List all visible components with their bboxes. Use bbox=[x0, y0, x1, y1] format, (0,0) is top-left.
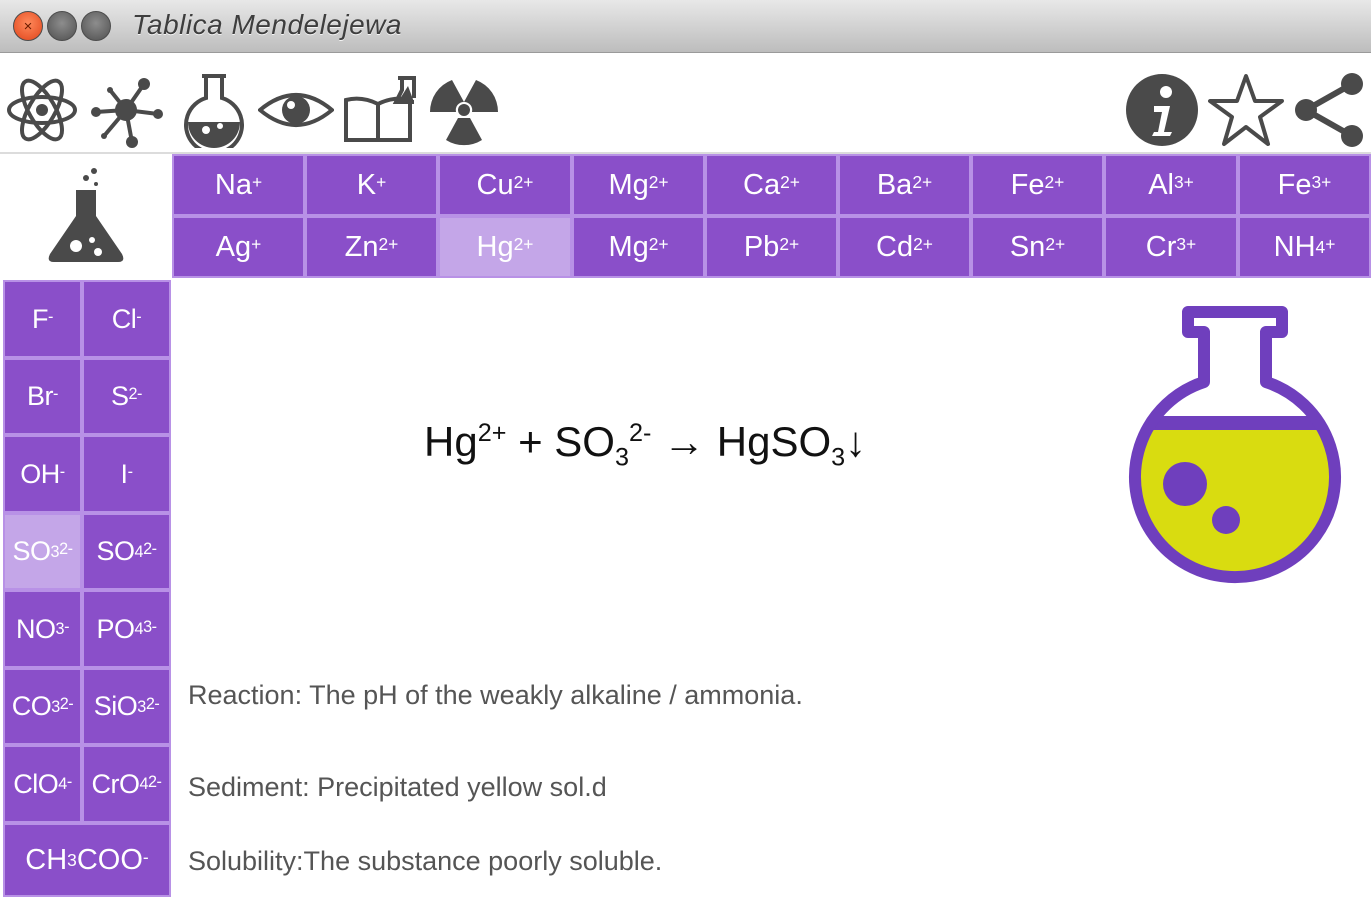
equation-cation-charge: 2+ bbox=[477, 419, 507, 447]
cation-button-14[interactable]: Pb $^{2+}$ bbox=[705, 216, 838, 278]
cation-button-11-symbol: Zn bbox=[344, 230, 379, 263]
anion-button-10-symbol: PO bbox=[96, 613, 135, 644]
equation-anion-subscript: 3 bbox=[614, 443, 629, 472]
anion-button-13-symbol: ClO bbox=[13, 768, 59, 799]
cation-button-11[interactable]: Zn $^{2+}$ bbox=[305, 216, 438, 278]
close-icon: × bbox=[23, 17, 33, 35]
anion-button-6[interactable]: I - bbox=[82, 435, 171, 513]
cation-button-13[interactable]: Mg $^{2+}$ bbox=[572, 216, 705, 278]
cation-button-3[interactable]: Cu $^{2+}$ bbox=[438, 154, 572, 216]
cation-button-2-symbol: K bbox=[356, 168, 377, 201]
cation-button-7-symbol: Fe bbox=[1010, 168, 1045, 201]
equation-anion: SO bbox=[554, 418, 615, 465]
cation-button-5[interactable]: Ca $^{2+}$ bbox=[705, 154, 838, 216]
cation-button-12-symbol: Hg bbox=[476, 230, 514, 263]
anion-button-5[interactable]: OH - bbox=[3, 435, 82, 513]
cation-button-17-symbol: Cr bbox=[1145, 230, 1177, 263]
cation-button-10-symbol: Ag bbox=[215, 230, 252, 263]
anion-button-2-symbol: Cl bbox=[111, 303, 137, 334]
cation-button-16[interactable]: Sn $^{2+}$ bbox=[971, 216, 1104, 278]
cation-button-6[interactable]: Ba $^{2+}$ bbox=[838, 154, 971, 216]
equation-arrow: → bbox=[663, 418, 706, 465]
cation-button-12[interactable]: Hg $^{2+}$ bbox=[438, 216, 572, 278]
eye-icon[interactable] bbox=[258, 72, 334, 148]
anion-button-5-symbol: OH bbox=[20, 458, 60, 489]
anion-button-8-symbol: SO bbox=[96, 536, 135, 566]
molecule-icon[interactable] bbox=[88, 72, 164, 148]
cation-button-4[interactable]: Mg $^{2+}$ bbox=[572, 154, 705, 216]
anion-button-1[interactable]: F - bbox=[3, 280, 82, 358]
anion-button-7-symbol: SO bbox=[12, 536, 51, 566]
info-icon[interactable] bbox=[1124, 72, 1200, 148]
anion-button-4-symbol: S bbox=[111, 381, 129, 411]
anion-button-7[interactable]: SO 3 $^{2-}$ bbox=[3, 513, 82, 590]
title-bar bbox=[0, 0, 1371, 53]
anion-button-15-symbol: CH bbox=[25, 843, 68, 876]
anion-button-4[interactable]: S $^{2-}$ bbox=[82, 358, 171, 435]
reaction-flask-icon bbox=[46, 166, 126, 266]
solubility-info-text: Solubility:The substance poorly soluble. bbox=[188, 846, 663, 876]
atom-icon[interactable] bbox=[4, 72, 80, 148]
anion-button-11[interactable]: CO 3 $^{2-}$ bbox=[3, 668, 82, 745]
cation-button-7[interactable]: Fe $^{2+}$ bbox=[971, 154, 1104, 216]
maximize-window-button[interactable] bbox=[81, 11, 111, 41]
cation-button-17[interactable]: Cr $^{3+}$ bbox=[1104, 216, 1238, 278]
cation-button-13-symbol: Mg bbox=[608, 230, 649, 263]
anion-button-10[interactable]: PO 4 $^{3-}$ bbox=[82, 590, 171, 668]
cation-button-8-symbol: Al bbox=[1148, 168, 1174, 201]
anion-button-2[interactable]: Cl - bbox=[82, 280, 171, 358]
cation-button-6-symbol: Ba bbox=[876, 168, 913, 201]
anion-button-3[interactable]: Br - bbox=[3, 358, 82, 435]
cation-button-1-symbol: Na bbox=[214, 168, 252, 201]
anion-button-15-symbol-tail: COO bbox=[76, 843, 143, 876]
precipitate-arrow: ↓ bbox=[845, 418, 867, 465]
window-title: Tablica Mendelejewa bbox=[132, 9, 402, 40]
anion-button-11-symbol: CO bbox=[11, 691, 52, 721]
anion-button-1-symbol: F bbox=[32, 303, 49, 334]
cation-button-18-symbol: NH bbox=[1273, 230, 1316, 263]
cation-button-3-symbol: Cu bbox=[476, 168, 514, 201]
anion-button-6-symbol: I bbox=[120, 458, 128, 489]
reaction-equation bbox=[424, 418, 867, 472]
radiation-icon[interactable] bbox=[426, 72, 502, 148]
anion-button-12-symbol: SiO bbox=[93, 691, 138, 721]
cation-button-15-symbol: Cd bbox=[876, 230, 914, 263]
equation-product-subscript: 3 bbox=[831, 443, 846, 472]
equation-plus: + bbox=[518, 418, 543, 465]
anion-button-14-symbol: CrO bbox=[91, 768, 140, 799]
anion-button-8[interactable]: SO 4 $^{2-}$ bbox=[82, 513, 171, 590]
cation-button-2[interactable]: K + bbox=[305, 154, 438, 216]
cation-button-1[interactable]: Na + bbox=[172, 154, 305, 216]
anion-button-9[interactable]: NO 3 - bbox=[3, 590, 82, 668]
minimize-window-button[interactable] bbox=[47, 11, 77, 41]
anion-button-3-symbol: Br bbox=[27, 381, 54, 411]
equation-anion-charge: 2- bbox=[629, 419, 652, 447]
cation-button-10[interactable]: Ag + bbox=[172, 216, 305, 278]
flask-icon[interactable] bbox=[176, 72, 252, 148]
cation-button-14-symbol: Pb bbox=[743, 230, 780, 263]
cation-button-9[interactable]: Fe $^{3+}$ bbox=[1238, 154, 1371, 216]
cation-button-16-symbol: Sn bbox=[1009, 230, 1046, 263]
toolbar bbox=[0, 52, 1371, 152]
sediment-info-text: Sediment: Precipitated yellow sol.d bbox=[188, 772, 607, 802]
anion-button-9-symbol: NO bbox=[16, 613, 56, 644]
star-icon[interactable] bbox=[1208, 72, 1284, 148]
cation-button-4-symbol: Mg bbox=[608, 168, 649, 201]
book-lab-icon[interactable] bbox=[342, 72, 418, 148]
result-flask-illustration bbox=[1120, 300, 1350, 590]
anion-button-13[interactable]: ClO 4 - bbox=[3, 745, 82, 823]
close-window-button[interactable] bbox=[13, 11, 43, 41]
equation-cation: Hg bbox=[424, 418, 478, 465]
cation-button-18[interactable]: NH 4 + bbox=[1238, 216, 1371, 278]
anion-button-12[interactable]: SiO 3 $^{2-}$ bbox=[82, 668, 171, 745]
cation-button-9-symbol: Fe bbox=[1277, 168, 1312, 201]
cation-button-5-symbol: Ca bbox=[743, 168, 781, 201]
anion-button-15[interactable]: CH 3 COO - bbox=[3, 823, 171, 897]
share-icon[interactable] bbox=[1292, 72, 1368, 148]
cation-button-8[interactable]: Al $^{3+}$ bbox=[1104, 154, 1238, 216]
equation-product: HgSO bbox=[716, 418, 832, 465]
reaction-info-text: Reaction: The pH of the weakly alkaline / ammonia. bbox=[188, 680, 803, 710]
anion-button-14[interactable]: CrO 4 $^{2-}$ bbox=[82, 745, 171, 823]
cation-button-15[interactable]: Cd $^{2+}$ bbox=[838, 216, 971, 278]
